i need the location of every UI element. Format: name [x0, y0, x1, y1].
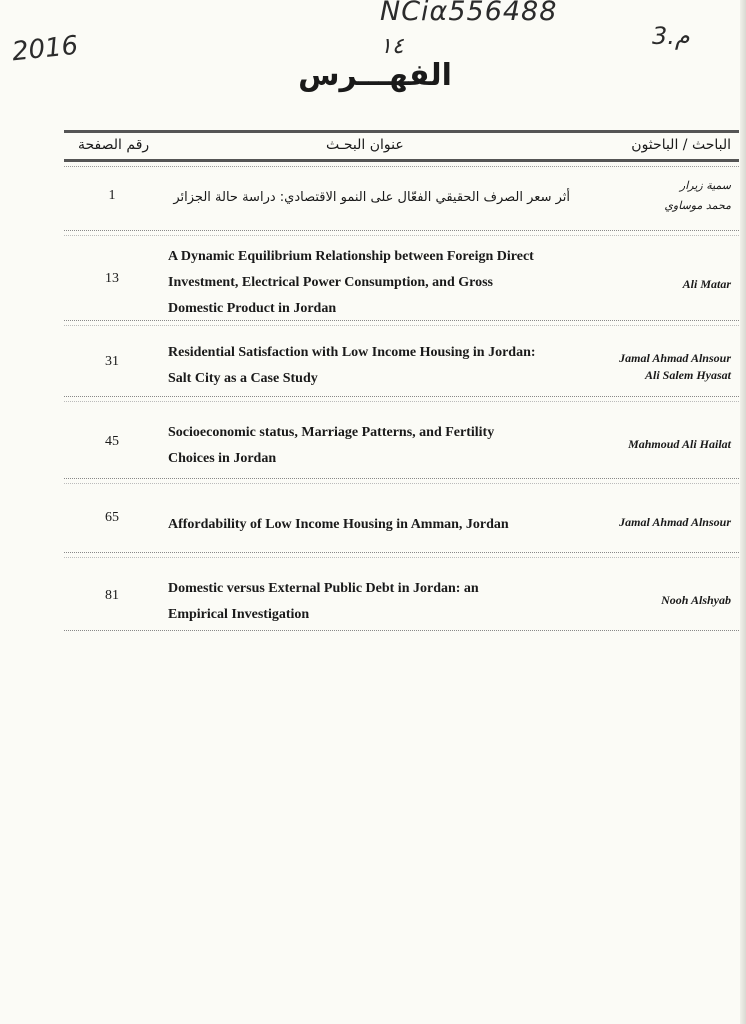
toc-entry	[64, 340, 739, 404]
entry-author: Ali Salem Hyasat	[644, 368, 731, 382]
entry-title-line: Domestic versus External Public Debt in Jordan: an	[168, 581, 479, 596]
entry-author: Ali Matar	[682, 277, 731, 291]
entry-title-line: Domestic Product in Jordan	[168, 301, 337, 316]
entry-title-line: Empirical Investigation	[168, 607, 310, 622]
entry-title-line: Salt City as a Case Study	[168, 371, 318, 386]
entry-page-number: 31	[105, 354, 119, 369]
entry-author: Jamal Ahmad Alnsour	[619, 515, 731, 529]
handwritten-number: ١٤	[380, 34, 404, 59]
header-title: عنوان البحـث	[326, 137, 404, 153]
toc-entry	[64, 576, 739, 638]
entry-separator	[64, 552, 739, 553]
entry-authors	[531, 176, 731, 216]
toc-entry	[64, 420, 739, 486]
entry-author: سمية زيرار	[679, 179, 731, 192]
entry-title-line: A Dynamic Equilibrium Relationship between Foreign Direct	[168, 249, 534, 264]
entry-page-number: 45	[105, 434, 119, 449]
entry-author: محمد موساوي	[664, 199, 731, 212]
entry-title-line: Affordability of Low Income Housing in Amman, Jordan	[168, 517, 509, 532]
entry-title	[168, 340, 568, 392]
entry-separator	[64, 401, 739, 402]
entry-separator	[64, 478, 739, 479]
entry-separator	[64, 396, 739, 397]
entry-page-number: 65	[105, 510, 119, 525]
entry-separator	[64, 630, 739, 631]
entry-title-line: Residential Satisfaction with Low Income Housing in Jordan:	[168, 345, 536, 360]
header-page-number: رقم الصفحة	[78, 137, 150, 153]
entry-title	[168, 420, 568, 472]
toc-entry	[64, 510, 739, 562]
header-author: الباحث / الباحثون	[631, 137, 731, 153]
entry-separator	[64, 230, 739, 231]
entry-title	[168, 576, 568, 628]
handwritten-page-mark: 3.م	[652, 22, 690, 50]
entry-author: Mahmoud Ali Hailat	[628, 437, 731, 451]
entry-authors	[531, 436, 731, 453]
toc-entry	[64, 244, 739, 326]
handwritten-year: 2016	[10, 30, 80, 68]
entry-page-number: 13	[105, 271, 119, 286]
entry-title-line: Socioeconomic status, Marriage Patterns, and Fertility	[168, 425, 495, 440]
page-title: الفهـــرس	[298, 58, 452, 93]
toc-entry	[64, 176, 739, 238]
entry-separator	[64, 235, 739, 236]
entry-separator	[64, 325, 739, 326]
entry-title	[168, 512, 568, 538]
entry-title	[168, 244, 568, 322]
entry-authors	[531, 514, 731, 531]
page-edge	[740, 0, 746, 1024]
entry-title-line: Investment, Electrical Power Consumption, and Gross	[168, 275, 493, 290]
table-header	[64, 130, 739, 162]
entry-separator	[64, 557, 739, 558]
entry-separator	[64, 483, 739, 484]
handwritten-reference: NCiα556488	[380, 0, 558, 27]
entry-author: Jamal Ahmad Alnsour	[619, 351, 731, 365]
entry-title-line: أثر سعر الصرف الحقيقي الفعّال على النمو الاقتصادي: دراسة حالة الجزائر	[173, 190, 570, 205]
entry-authors	[531, 350, 731, 384]
entry-title-line: Choices in Jordan	[168, 451, 277, 466]
entry-author: Nooh Alshyab	[661, 593, 731, 607]
entry-page-number: 1	[108, 188, 116, 203]
entry-authors	[531, 592, 731, 609]
entry-authors	[531, 276, 731, 293]
entry-separator	[64, 320, 739, 321]
entry-page-number: 81	[105, 588, 119, 603]
